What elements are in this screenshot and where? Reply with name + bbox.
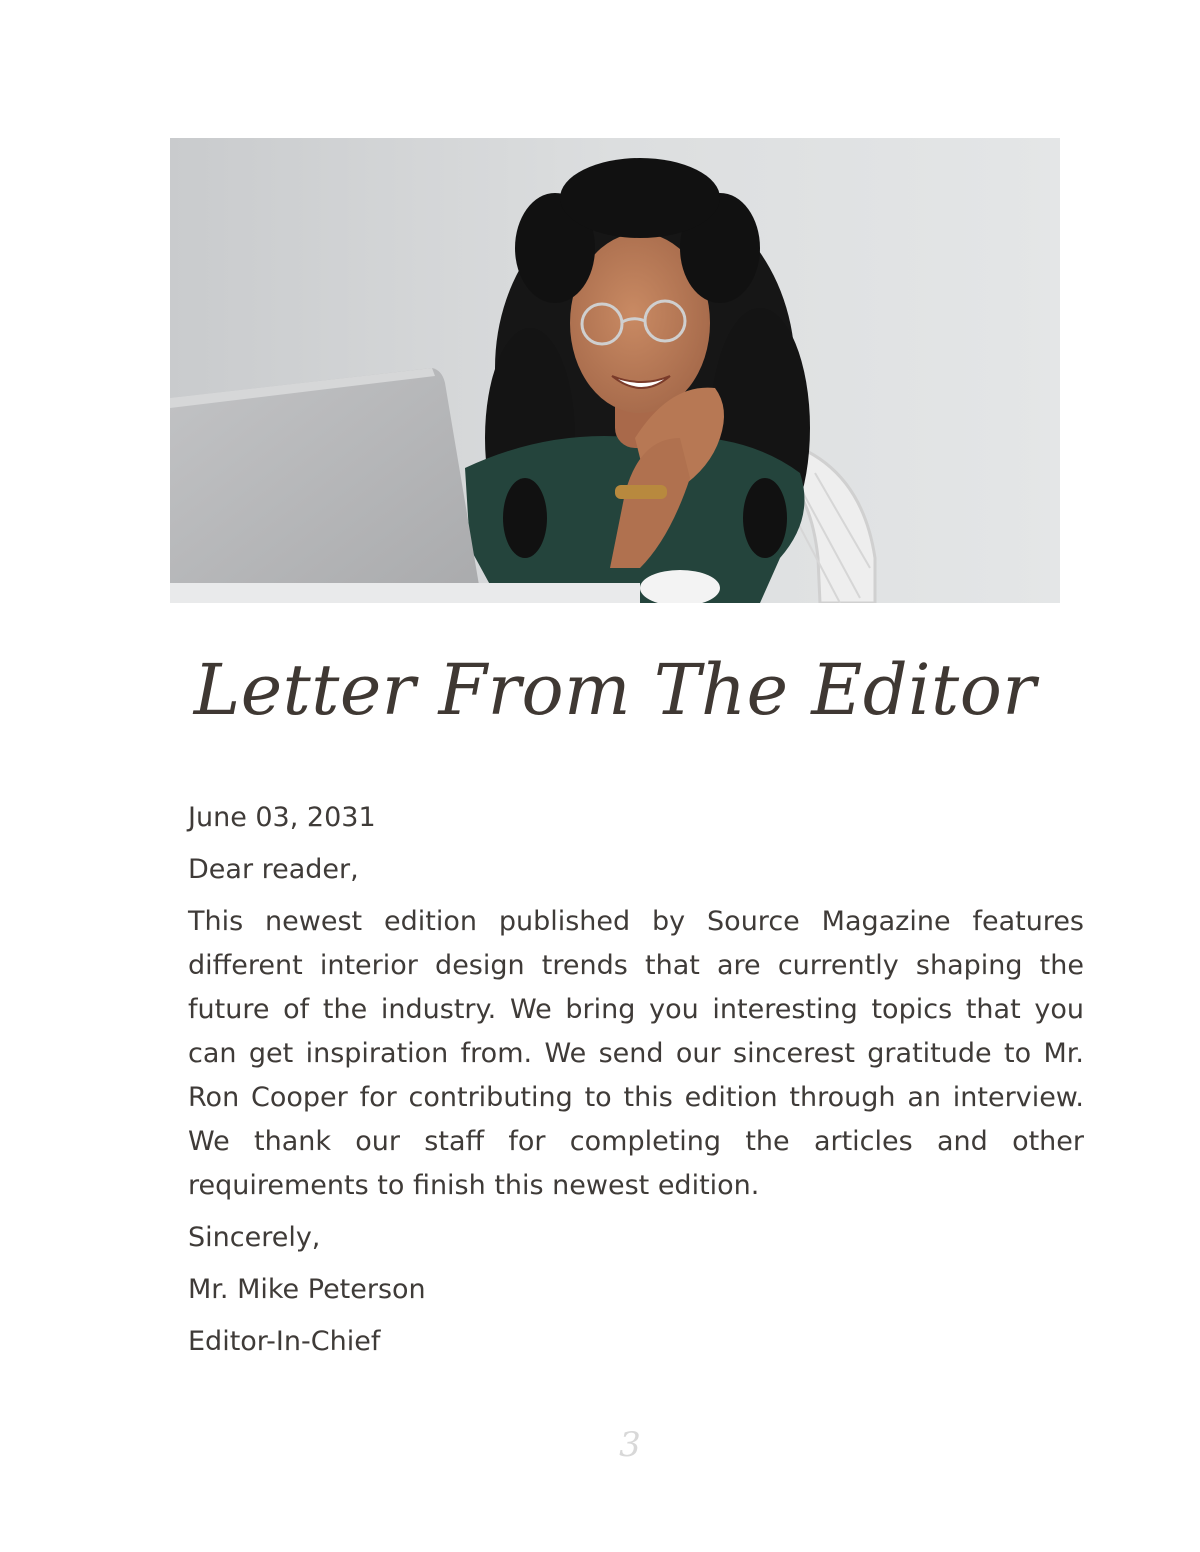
page-title: Letter From The Editor: [193, 649, 1037, 731]
hero-photo: [170, 138, 1060, 603]
letter-greeting: Dear reader,: [188, 854, 359, 885]
letter-body: This newest edition published by Source Magazine features different interior design trends that are currently shaping the future of the industry. We bring you interesting topics that you can get inspiration from. We send our sincerest gratitude to Mr. Ron Cooper for contributing to this edition through an interview. We thank our staff for completing the articles and other requirements to finish this newest edition.: [188, 906, 1084, 1201]
letter-date: June 03, 2031: [188, 802, 376, 833]
letter-closing: Sincerely,: [188, 1222, 321, 1253]
signer-name: Mr. Mike Peterson: [188, 1274, 426, 1305]
signer-title: Editor-In-Chief: [188, 1326, 381, 1357]
letter-content: [188, 796, 1084, 1372]
page-number: 3: [619, 1425, 641, 1465]
